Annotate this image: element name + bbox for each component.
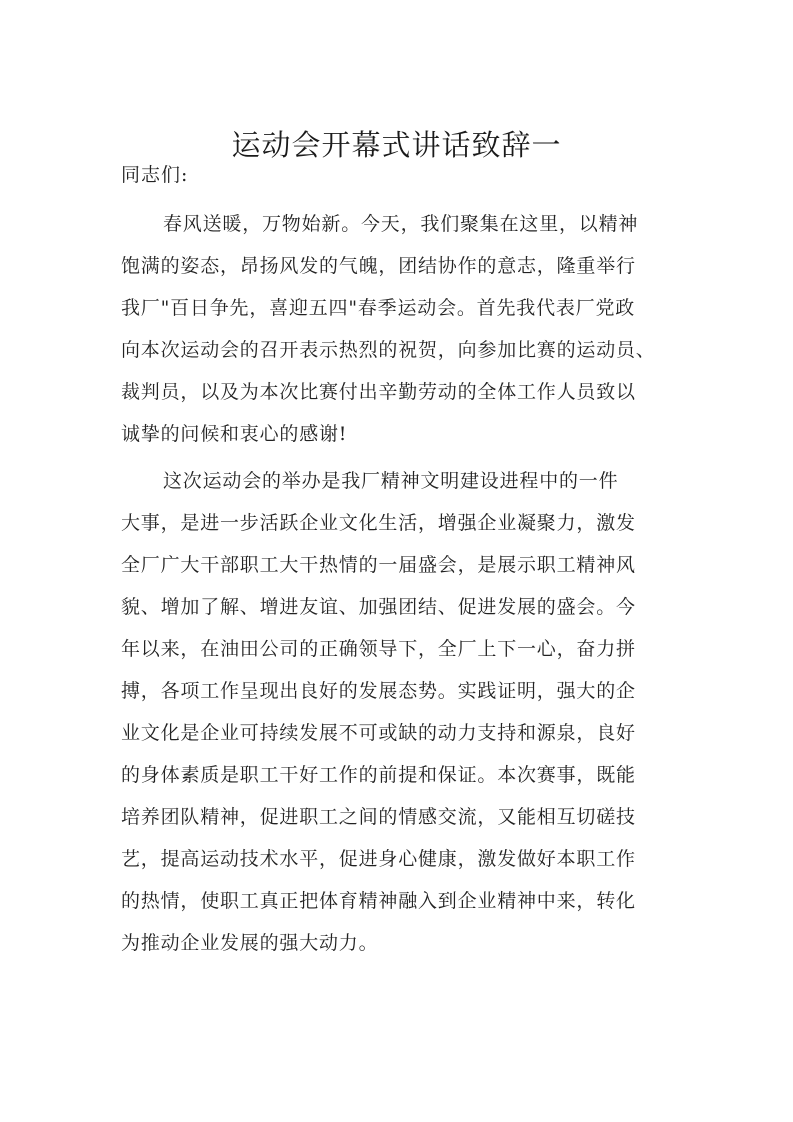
- paragraph-line: 饱满的姿态，昂扬风发的气魄，团结协作的意志，隆重举行: [121, 255, 636, 277]
- paragraph-line: 年以来，在油田公司的正确领导下，全厂上下一心，奋力拼: [121, 638, 636, 660]
- paragraph-line: 全厂广大干部职工大干热情的一届盛会，是展示职工精神风: [121, 554, 636, 576]
- paragraph-line: 大事，是进一步活跃企业文化生活，增强企业凝聚力，激发: [121, 512, 636, 534]
- paragraph-1: [121, 203, 681, 455]
- paragraph-line: 为推动企业发展的强大动力。: [121, 932, 379, 954]
- paragraph-line: 艺，提高运动技术水平，促进身心健康，激发做好本职工作: [121, 848, 636, 870]
- paragraph-line: 业文化是企业可持续发展不可或缺的动力支持和源泉，良好: [121, 722, 636, 744]
- paragraph-line: 春风送暖，万物始新。今天，我们聚集在这里，以精神: [163, 213, 639, 235]
- paragraph-line: 搏，各项工作呈现出良好的发展态势。实践证明，强大的企: [121, 680, 636, 702]
- paragraph-line: 的身体素质是职工干好工作的前提和保证。本次赛事，既能: [121, 764, 636, 786]
- document-title: 运动会开幕式讲话致辞一: [231, 128, 562, 163]
- paragraph-line: 的热情，使职工真正把体育精神融入到企业精神中来，转化: [121, 890, 636, 912]
- paragraph-2: [121, 460, 681, 964]
- paragraph-line: 向本次运动会的召开表示热烈的祝贺，向参加比赛的运动员、: [121, 339, 656, 361]
- paragraph-line: 这次运动会的举办是我厂精神文明建设进程中的一件: [163, 470, 619, 492]
- paragraph-line: 貌、增加了解、增进友谊、加强团结、促进发展的盛会。今: [121, 596, 636, 618]
- paragraph-line: 培养团队精神，促进职工之间的情感交流，又能相互切磋技: [121, 806, 636, 828]
- paragraph-line: 我厂"百日争先，喜迎五四"春季运动会。首先我代表厂党政: [121, 297, 636, 319]
- paragraph-line: 裁判员，以及为本次比赛付出辛勤劳动的全体工作人员致以: [121, 381, 636, 403]
- salutation: 同志们:: [121, 164, 189, 186]
- paragraph-line: 诚挚的问候和衷心的感谢!: [121, 423, 348, 445]
